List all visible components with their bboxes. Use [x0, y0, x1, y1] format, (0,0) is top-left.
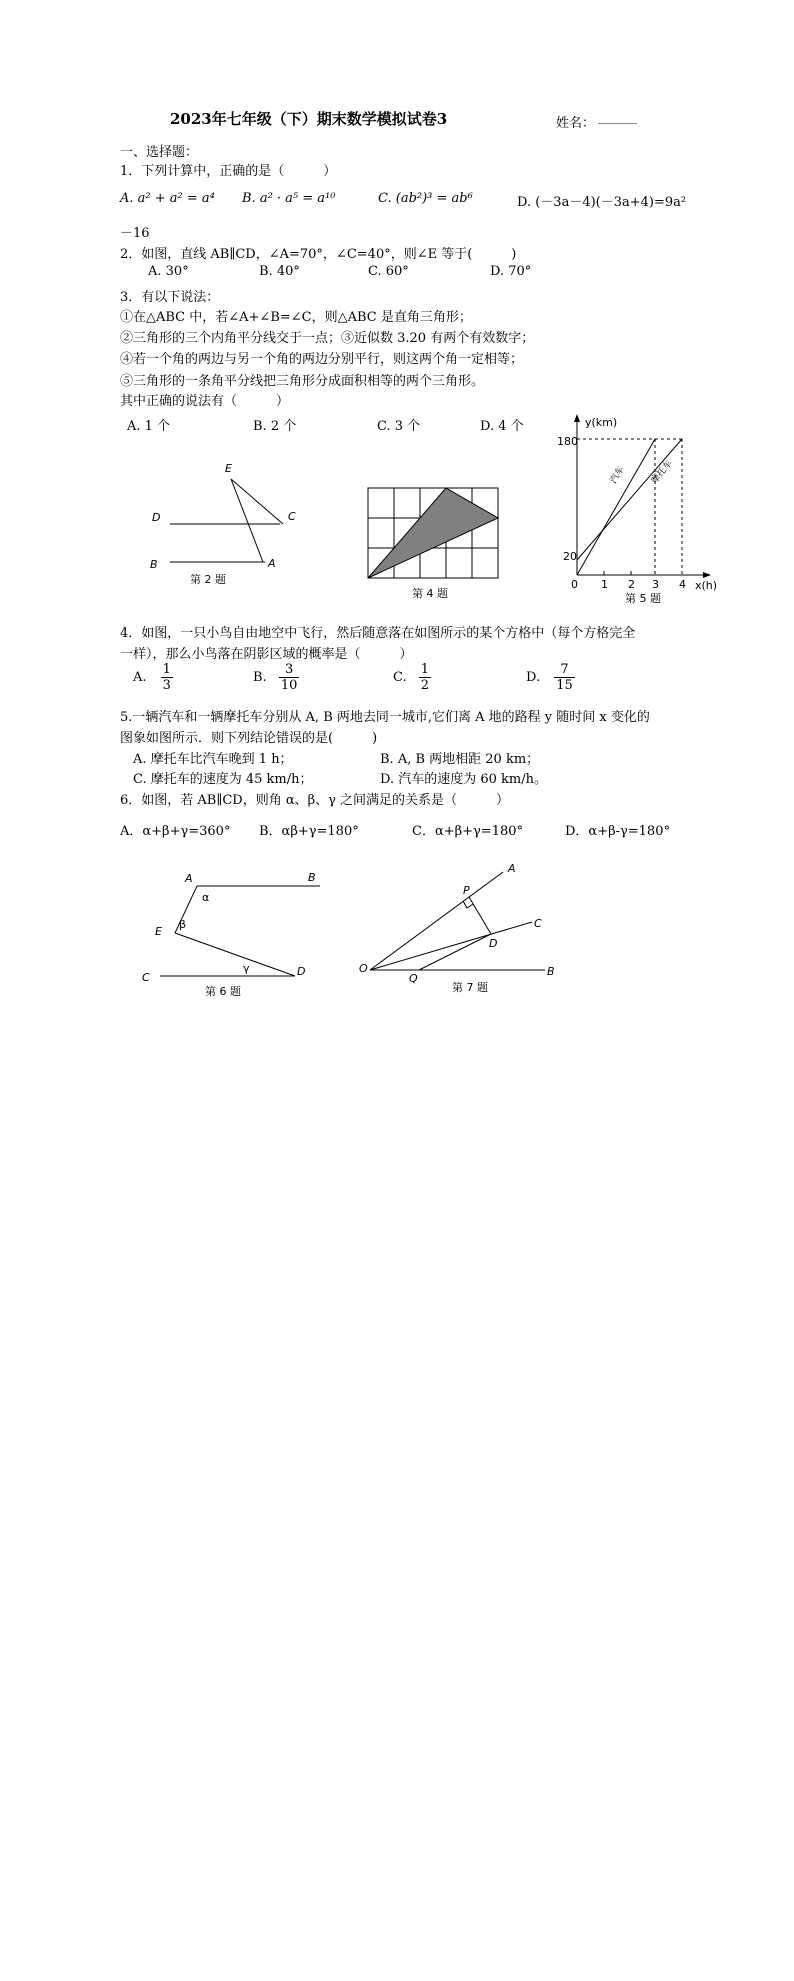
ray-oc [370, 922, 532, 970]
q4-stem-line2: 一样），那么小鸟落在阴影区域的概率是（ ） [120, 647, 413, 662]
label-car: 汽车 [608, 464, 627, 486]
figure-4-caption: 第 4 题 [412, 587, 448, 600]
label-d: D [489, 937, 498, 950]
tick-label-x2: 2 [628, 578, 635, 591]
q2-option-c: C. 60° [368, 264, 409, 279]
label-e: E [155, 925, 162, 938]
section-heading: 一、选择题： [120, 145, 199, 160]
label-a: A [508, 862, 516, 875]
q6-option-b: B．αβ+γ=180° [259, 824, 359, 839]
segment-pd [469, 897, 491, 934]
q1-option-b: B. a² · a⁵ = a¹⁰ [242, 191, 336, 206]
label-alpha: α [202, 891, 210, 904]
q6-option-c: C．α+β+γ=180° [412, 824, 524, 839]
q3-statement-1: ①在△ABC 中，若∠A+∠B=∠C，则△ABC 是直角三角形； [120, 310, 472, 325]
q2-option-d: D. 70° [490, 264, 532, 279]
figure-2-caption: 第 2 题 [190, 573, 226, 586]
q4-c-numerator: 1 [420, 662, 430, 677]
q6-option-d: D．α+β-γ=180° [565, 824, 670, 839]
q3-option-c: C. 3 个 [377, 419, 421, 434]
label-b: B [308, 871, 316, 884]
q4-option-c-label: C. [393, 670, 407, 685]
label-c: C [142, 971, 150, 984]
label-q: Q [409, 972, 418, 985]
q4-d-denominator: 15 [556, 678, 573, 693]
q4-option-d-label: D. [526, 670, 541, 685]
q3-ask: 其中正确的说法有（ ） [120, 394, 290, 409]
q2-option-a: A. 30° [148, 264, 189, 279]
q3-statement-3: ④若一个角的两边与另一个角的两边分别平行，则这两个角一定相等； [120, 352, 524, 367]
tick-label-20: 20 [563, 550, 577, 563]
q6-stem: 6．如图，若 AB∥CD，则角 α、β、γ 之间满足的关系是（ ） [120, 793, 510, 808]
figure-7-caption: 第 7 题 [452, 981, 488, 994]
label-b: B [547, 965, 555, 978]
q4-option-a-label: A. [133, 670, 147, 685]
x-axis-label: x(h) [695, 579, 718, 592]
label-c: C [288, 510, 296, 523]
label-gamma: γ [243, 962, 250, 975]
x-axis-arrow [703, 572, 711, 578]
q4-option-b-label: B. [253, 670, 267, 685]
label-b: B [150, 558, 158, 571]
q2-option-b: B. 40° [259, 264, 300, 279]
label-beta: β [179, 918, 187, 931]
q3-option-d: D. 4 个 [480, 419, 524, 434]
label-a: A [185, 872, 193, 885]
q3-stem: 3．有以下说法： [120, 290, 220, 305]
label-p: P [463, 884, 470, 897]
page-title: 2023年七年级（下）期末数学模拟试卷3 [170, 110, 448, 128]
figure-6-caption: 第 6 题 [205, 985, 241, 998]
tick-label-x4: 4 [679, 578, 686, 591]
label-e: E [225, 462, 232, 475]
figure-2-extra [140, 455, 320, 590]
figure-5 [555, 412, 735, 607]
q4-option-b [253, 662, 299, 693]
q5-stem-line1: 5.一辆汽车和一辆摩托车分别从 A, B 两地去同一城市,它们离 A 地的路程 y 随时间 x 变化的 [120, 710, 650, 725]
q4-option-c [393, 662, 431, 693]
q1-stem: 1．下列计算中，正确的是（ ） [120, 164, 337, 179]
q2-stem: 2．如图，直线 AB∥CD，∠A=70°，∠C=40°，则∠E 等于( ) [120, 247, 517, 262]
figure-4 [365, 485, 505, 605]
line-car [577, 439, 655, 575]
q5-option-d: D. 汽车的速度为 60 km/h。 [380, 772, 547, 787]
label-moto: 摩托车 [649, 458, 675, 486]
q4-a-numerator: 1 [162, 662, 171, 677]
q6-option-a: A．α+β+γ=360° [120, 824, 231, 839]
name-label: 姓名： [556, 116, 596, 131]
tick-label-x3: 3 [652, 578, 659, 591]
tick-label-origin: 0 [571, 578, 578, 591]
label-o: O [359, 962, 368, 975]
segment-ea-cross [231, 479, 250, 535]
tick-label-x1: 1 [601, 578, 608, 591]
q5-option-c: C. 摩托车的速度为 45 km/h； [133, 772, 313, 787]
label-c: C [534, 917, 542, 930]
y-axis-label: y(km) [585, 416, 618, 429]
q1-option-d: D. (－3a－4)(－3a+4)=9a² [517, 195, 687, 210]
q5-stem-line2: 图象如图所示．则下列结论错误的是( ) [120, 731, 378, 746]
figure-7 [355, 858, 575, 1981]
q3-statement-2: ②三角形的三个内角平分线交于一点；③近似数 3.20 有两个有效数字； [120, 331, 535, 346]
label-d: D [152, 511, 161, 524]
q4-b-denominator: 10 [280, 678, 298, 693]
q4-stem-line1: 4．如图，一只小鸟自由地空中飞行，然后随意落在如图所示的某个方格中（每个方格完全 [120, 626, 636, 641]
label-d: D [297, 965, 306, 978]
q1-option-d-continued: －16 [120, 226, 150, 241]
figure-5-caption: 第 5 题 [625, 592, 661, 605]
tick-label-180: 180 [557, 435, 578, 448]
q4-c-denominator: 2 [420, 678, 430, 693]
q3-option-a: A. 1 个 [127, 419, 171, 434]
y-axis-arrow [574, 414, 580, 422]
q4-option-a [133, 662, 173, 693]
label-a: A [268, 557, 276, 570]
segment-ed [175, 933, 295, 976]
q4-option-d [526, 662, 575, 693]
q4-a-denominator: 3 [162, 678, 171, 693]
line-moto [577, 439, 682, 560]
q4-d-numerator: 7 [554, 662, 575, 678]
q4-b-numerator: 3 [279, 662, 300, 678]
q5-option-b: B. A, B 两地相距 20 km； [380, 752, 540, 767]
q3-statement-4: ⑤三角形的一条角平分线把三角形分成面积相等的两个三角形。 [120, 374, 485, 389]
name-blank: ______ [598, 110, 637, 125]
q1-option-a: A. a² + a² = a⁴ [120, 191, 215, 206]
q3-option-b: B. 2 个 [253, 419, 297, 434]
q1-option-c: C. (ab²)³ = ab⁶ [378, 191, 473, 206]
figure-6 [135, 865, 335, 1005]
q5-option-a: A. 摩托车比汽车晚到 1 h； [133, 752, 293, 767]
